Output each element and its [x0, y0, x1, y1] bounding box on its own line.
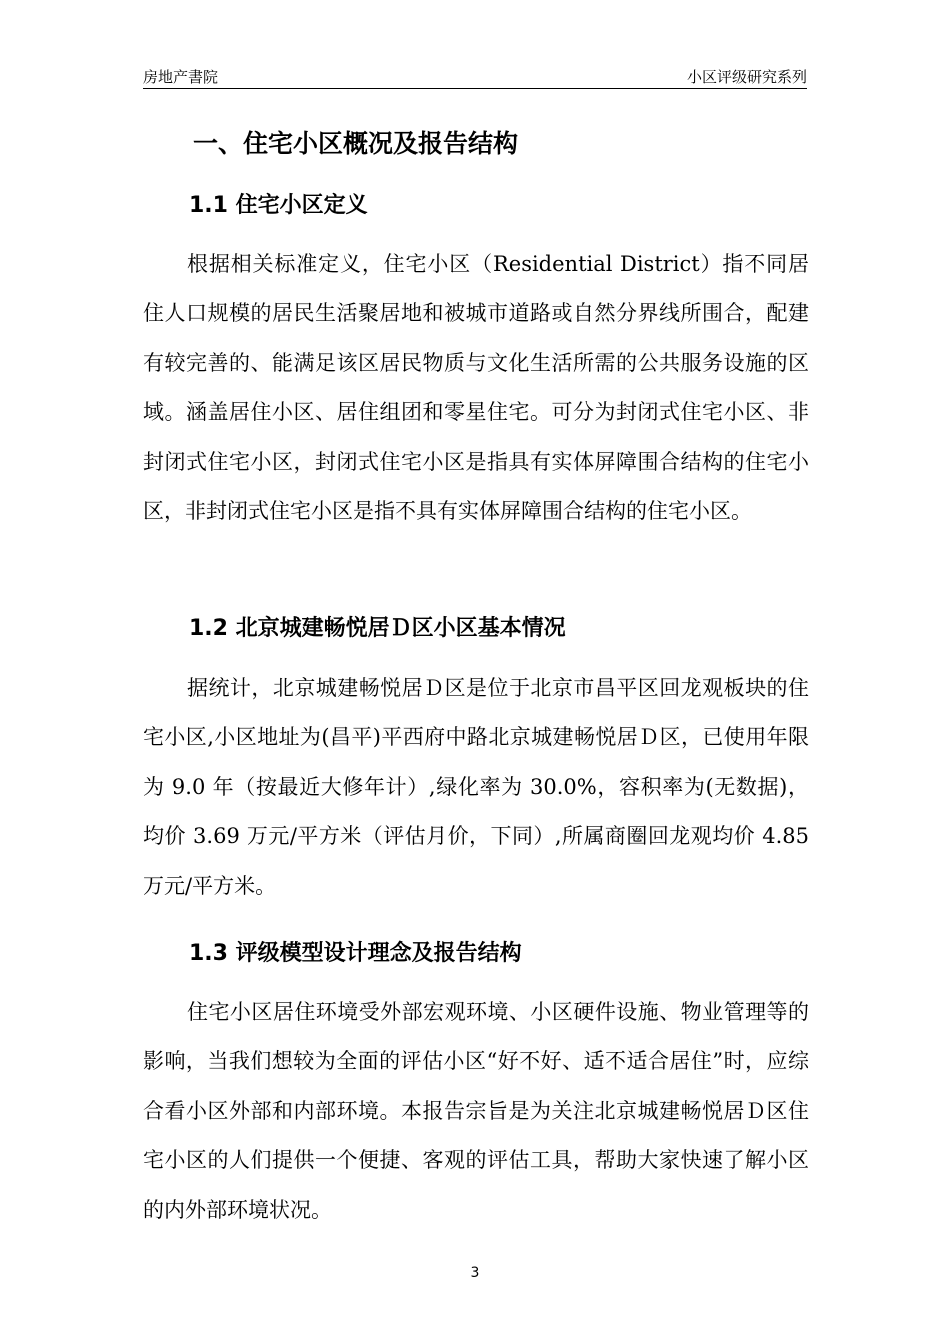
section-heading-1-1: 1.1 住宅小区定义	[189, 193, 368, 218]
section-paragraph-1-1: 根据相关标准定义，住宅小区（Residential District）指不同居住人口规模的居民生活聚居地和被城市道路或自然分界线所围合，配建有较完善的、能满足该区居民物质与文化生活所需的公共服务设施的区域。涵盖居住小区、居住组团和零星住宅。可分为封闭式住宅小区、非封闭式住宅小区，封闭式住宅小区是指具有实体屏障围合结构的住宅小区，非封闭式住宅小区是指不具有实体屏障围合结构的住宅小区。	[143, 252, 809, 524]
section-paragraph-1-3: 住宅小区居住环境受外部宏观环境、小区硬件设施、物业管理等的影响，当我们想较为全面的评估小区“好不好、适不适合居住”时，应综合看小区外部和内部环境。本报告宗旨是为关注北京城建畅悦居Ｄ区住宅小区的人们提供一个便捷、客观的评估工具，帮助大家快速了解小区的内外部环境状况。	[143, 1000, 809, 1222]
chapter-title: 一、住宅小区概况及报告结构	[193, 129, 519, 158]
page-number: 3	[470, 1265, 480, 1281]
section-paragraph-1-2: 据统计，北京城建畅悦居Ｄ区是位于北京市昌平区回龙观板块的住宅小区,小区地址为(昌平)平西府中路北京城建畅悦居Ｄ区，已使用年限为 9.0 年（按最近大修年计）,绿化率为 30.0%，容积率为(无数据)，均价 3.69 万元/平方米（评估月价，下同）,所属商圈回龙观均价 4.85 万元/平方米。	[143, 676, 809, 898]
section-heading-1-3: 1.3 评级模型设计理念及报告结构	[189, 941, 522, 966]
page-header	[143, 66, 807, 89]
header-publisher: 房地产書院	[143, 68, 219, 86]
header-series-title: 小区评级研究系列	[686, 68, 807, 86]
section-heading-1-2: 1.2 北京城建畅悦居Ｄ区小区基本情况	[189, 616, 566, 641]
